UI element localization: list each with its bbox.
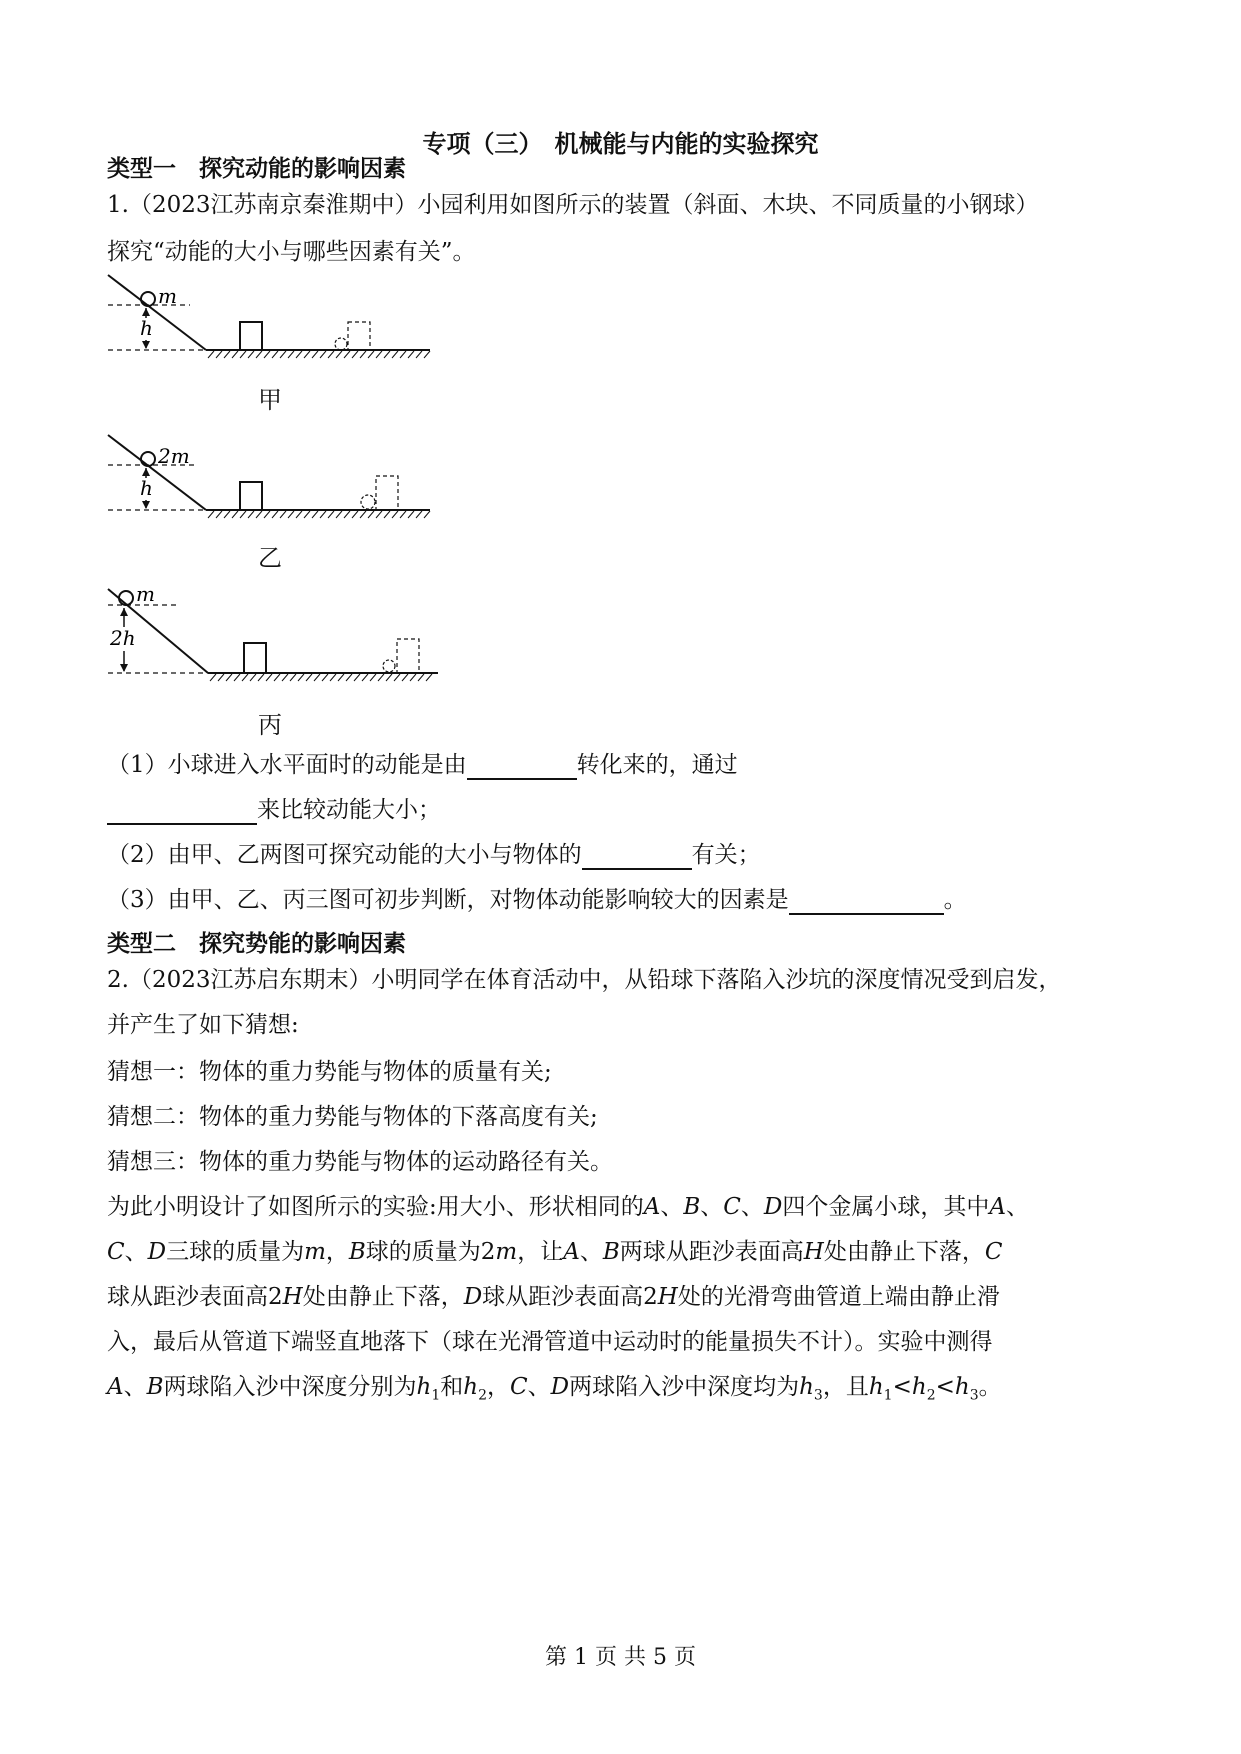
mass-label: 2m (158, 444, 190, 468)
q1-part-1-cont: 来比较动能大小； (107, 795, 441, 825)
q2-line-2: 并产生了如下猜想: (107, 1012, 299, 1038)
wood-block (240, 482, 262, 510)
q1-intro-line-2: 探究“动能的大小与哪些因素有关”。 (107, 239, 476, 265)
height-label: h (140, 316, 153, 340)
height-label: h (140, 476, 153, 500)
mass-label: m (136, 585, 155, 606)
figure-yi (100, 432, 440, 522)
answer-blank[interactable] (107, 799, 257, 825)
q2-guess-2: 猜想二：物体的重力势能与物体的下落高度有关; (107, 1104, 598, 1130)
figure-jia (100, 272, 440, 362)
q1-intro-line-1: 1.（2023江苏南京秦淮期中）小园利用如图所示的装置（斜面、木块、不同质量的小钢球） (107, 192, 1039, 218)
q2-text-line-1: 为此小明设计了如图所示的实验:用大小、形状相同的A、B、C、D四个金属小球，其中A、 (107, 1194, 1029, 1220)
figure-bing (100, 585, 445, 685)
q1-part-1: （1）小球进入水平面时的动能是由 转化来的，通过 (107, 752, 738, 778)
q2-text-line-5: A、B两球陷入沙中深度分别为$h_1$和$h_2$，C、D两球陷入沙中深度均为$h_3$，且$h_1<h_2<h_3$。 (107, 1374, 1002, 1404)
q2-guess-1: 猜想一：物体的重力势能与物体的质量有关; (107, 1059, 552, 1085)
q2-text-line-2: C、D三球的质量为m，B球的质量为2m，让A、B两球从距沙表面高H处由静止下落，C (107, 1239, 1003, 1265)
figure-caption-jia: 甲 (258, 386, 282, 414)
page-footer: 第 1 页 共 5 页 (545, 1645, 696, 1670)
page-title: 专项（三） 机械能与内能的实验探究 (422, 130, 819, 158)
wood-block (244, 643, 266, 673)
q1-part-2: （2）由甲、乙两图可探究动能的大小与物体的 有关； (107, 842, 761, 868)
q1-part-3: （3）由甲、乙、丙三图可初步判断，对物体动能影响较大的因素是 。 (107, 887, 967, 913)
q2-line-1: 2.（2023江苏启东期末）小明同学在体育活动中，从铅球下落陷入沙坑的深度情况受到启发， (107, 967, 1062, 993)
answer-blank[interactable] (467, 754, 577, 780)
answer-blank[interactable] (582, 844, 692, 870)
mass-label: m (158, 284, 177, 308)
q2-text-line-4: 入，最后从管道下端竖直地落下（球在光滑管道中运动时的能量损失不计）。实验中测得 (107, 1329, 993, 1355)
figure-caption-bing: 丙 (258, 711, 282, 739)
answer-blank[interactable] (789, 889, 944, 915)
figure-caption-yi: 乙 (258, 544, 282, 572)
section-heading-2: 类型二 探究势能的影响因素 (107, 931, 406, 957)
ball-icon (141, 292, 155, 306)
height-label: 2h (110, 626, 136, 650)
wood-block (240, 322, 262, 350)
ball-icon (141, 452, 155, 466)
q2-text-line-3: 球从距沙表面高2H处由静止下落，D球从距沙表面高2H处的光滑弯曲管道上端由静止滑 (107, 1284, 1000, 1310)
q2-guess-3: 猜想三：物体的重力势能与物体的运动路径有关。 (107, 1149, 613, 1175)
section-heading-1: 类型一 探究动能的影响因素 (107, 156, 406, 182)
